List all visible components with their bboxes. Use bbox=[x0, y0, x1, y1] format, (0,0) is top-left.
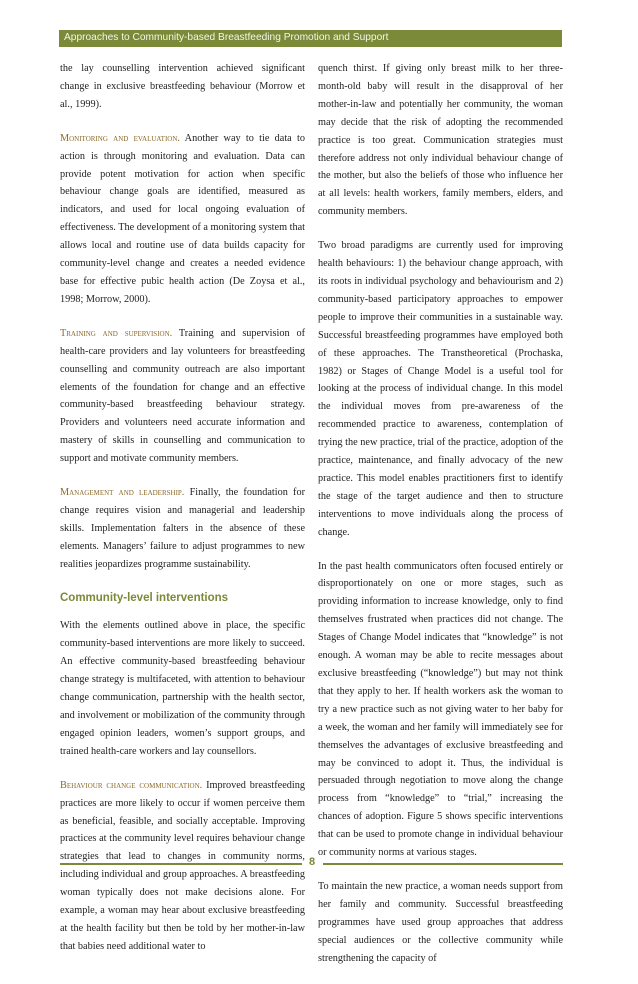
paragraph-monitoring bbox=[60, 130, 305, 309]
paragraph-text: Another way to tie data to action is through monitoring and evaluation. Data can provide potent motivation for action when specific behaviour change goals are identified, measured as indicators, and used for local ongoing evaluation of effectiveness. The development of a monitoring system that allows local and routine use of data builds capacity for community-level change and creates a needed evidence base for effective pubic health action (De Zoysa et al., 1998; Morrow, 2000). bbox=[60, 132, 305, 305]
section-heading: Community-level interventions bbox=[60, 591, 229, 604]
running-header bbox=[59, 30, 562, 47]
subhead-training: Training and supervision. bbox=[60, 327, 173, 339]
right-column bbox=[318, 60, 563, 984]
paragraph: With the elements outlined above in place, the specific community-based interventions are more likely to succeed. An effective community-based breastfeeding behaviour change strategy is multifaceted, with attention to behaviour change communication, partnership with the health sector, and involvement or mobilization of the community through engaged opinion leaders, women’s support groups, and trained health-care workers and lay counsellors. bbox=[60, 620, 305, 757]
paragraph-management bbox=[60, 484, 305, 574]
subhead-management: Management and leadership. bbox=[60, 487, 185, 499]
paragraph-text: Improved breastfeeding practices are more likely to occur if women perceive them as beneficial, feasible, and socially acceptable. Improving practices at the community level requires behaviour change strategies that lead to changes in community norms, including individual and group approaches. A breastfeeding woman typically does not make decisions alone. For example, a woman may hear about exclusive breastfeeding at the health facility but then be told by her mother-in-law that babies need additional water to bbox=[60, 779, 305, 952]
header-title: Approaches to Community-based Breastfeeding Promotion and Support bbox=[64, 32, 389, 43]
footer-rule-right bbox=[323, 863, 563, 865]
paragraph-training bbox=[60, 325, 305, 468]
page-number: 8 bbox=[308, 856, 316, 868]
footer-rule-left bbox=[60, 863, 302, 865]
paragraph: quench thirst. If giving only breast milk to her three-month-old baby will result in the disapproval of her mother-in-law and potentially her community, the woman may decide that the risk of adopting the recommended practice is too great. Communication strategies must therefore address not only individual behaviour change of the mother, but also the beliefs of those who influence her at all levels: health workers, family members, elders, and community members. bbox=[318, 63, 563, 218]
paragraph-text: Training and supervision of health-care providers and lay volunteers for breastfeeding counselling and community outreach are also important elements of the foundation for change and an effective community-based breastfeeding behaviour strategy. Providers and volunteers need accurate information and mastery of skills in counselling and communication to support and motivate community members. bbox=[60, 327, 305, 465]
left-column bbox=[60, 60, 305, 972]
paragraph: In the past health communicators often focused entirely or disproportionately on one or more stages, such as providing information to increase knowledge, only to find themselves frustrated when practices did not change. The Stages of Change Model indicates that “knowledge” is not enough. A woman may be able to recite messages about exclusive breastfeeding (“knowledge”) but may not think that they apply to her. If health workers ask the woman to try a new practice such as not giving water to her baby for a week, the woman and her family will immediately see for themselves the advantages of exclusive breastfeeding and may be convinced to adopt it. Thus, the individual is persuaded through negotiation to move along the change process from “knowledge” to “trial,” increasing the chances of adoption. Figure 5 shows specific interventions that can be used to promote change in individual behaviour or community norms at various stages. bbox=[318, 560, 563, 859]
paragraph-text: Finally, the foundation for change requires vision and managerial and leadership skills. Implementation falters in the absence of these elements. Managers’ failure to adjust programmes to new realities jeopardizes programme sustainability. bbox=[60, 487, 305, 570]
paragraph-bcc bbox=[60, 777, 305, 956]
paragraph: the lay counselling intervention achieved significant change in exclusive breastfeeding behaviour (Morrow et al., 1999). bbox=[60, 63, 305, 110]
subhead-bcc: Behaviour change communication. bbox=[60, 779, 203, 791]
subhead-monitoring: Monitoring and evaluation. bbox=[60, 132, 180, 144]
paragraph: Two broad paradigms are currently used for improving health behaviours: 1) the behaviour change approach, with its roots in individual psychology and behaviourism and 2) community-based participatory approaches to empower people to improve their communities in a sustainable way. Successful breastfeeding programmes have employed both of these approaches. The Transtheoretical (Prochaska, 1982) or Stages of Change Model is a useful tool for looking at the process of individual change. In this model the individual moves from pre-awareness of the recommended practice to awareness, contemplation of trying the new practice, trial of the practice, adoption of the practice, maintenance, and finally advocacy of the new practice. This model enables practitioners first to identify the stage of the target audience and then to structure interventions to move individuals along the process of change. bbox=[318, 240, 563, 538]
paragraph: To maintain the new practice, a woman needs support from her family and community. Successful breastfeeding programmes have used group approaches that address special audiences or the collective community while strengthening the capacity of bbox=[318, 880, 563, 964]
